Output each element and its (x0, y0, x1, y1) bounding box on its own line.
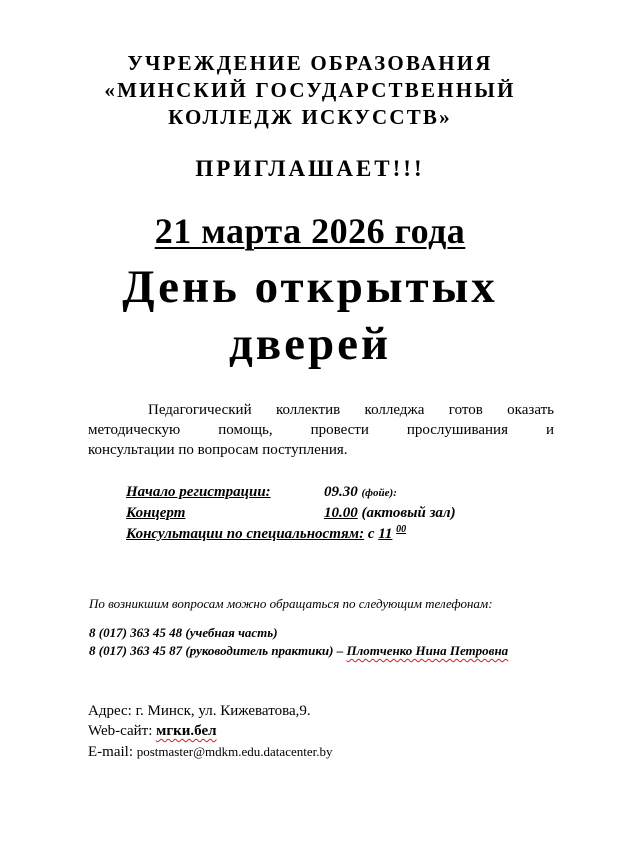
consultation-row (126, 524, 406, 544)
event-date (0, 210, 620, 252)
website-link[interactable]: мгки.бел (156, 723, 217, 739)
website-label: Web-сайт: (88, 723, 153, 739)
event-date-text: 21 марта 2026 года (154, 211, 466, 251)
concert-place: (актовый зал) (361, 505, 456, 521)
registration-label-text: Начало регистрации: (126, 484, 271, 500)
phone-practice (89, 643, 508, 659)
intro-line-1: Педагогический коллектив колледжа готов оказать (148, 402, 554, 418)
registration-label (126, 482, 271, 502)
contacts-intro: По возникшим вопросам можно обращаться по следующим телефонам: (89, 596, 493, 611)
intro-paragraph (88, 400, 554, 460)
institution-line-1: УЧРЕЖДЕНИЕ ОБРАЗОВАНИЯ (127, 51, 493, 75)
concert-label (126, 503, 185, 523)
intro-line-3: консультации по вопросам поступления. (88, 442, 348, 458)
institution-line-2: «МИНСКИЙ ГОСУДАРСТВЕННЫЙ (104, 78, 516, 102)
consultation-minutes: 00 (396, 524, 407, 535)
email-link[interactable]: postmaster@mdkm.edu.datacenter.by (136, 744, 333, 759)
phone-practice-number: 8 (017) 363 45 87 (руководитель практики) – (89, 643, 344, 658)
consultation-prefix: с (367, 526, 375, 542)
email-label: E-mail: (88, 744, 133, 760)
concert-label-text: Концерт (126, 505, 186, 521)
event-title-line-1: День открытых (122, 261, 498, 313)
registration-time-value: 09.30 (324, 484, 358, 500)
registration-time: 09.30 (фойе): (324, 484, 397, 500)
website-row (88, 723, 217, 740)
practice-contact-person: Плотченко Нина Петровна (346, 643, 509, 658)
event-title-line-2: дверей (228, 318, 392, 370)
concert-time (324, 503, 456, 523)
address-line: Адрес: г. Минск, ул. Кижеватова,9. (88, 703, 311, 719)
invite-heading: ПРИГЛАШАЕТ!!! (195, 156, 425, 181)
institution-line-3: КОЛЛЕДЖ ИСКУССТВ» (168, 105, 452, 129)
concert-time-value: 10.00 (324, 505, 358, 521)
email-row (88, 744, 332, 761)
consultation-label: Консультации по специальностям: (126, 526, 365, 542)
phone-educational: 8 (017) 363 45 48 (учебная часть) (89, 625, 278, 640)
intro-line-2: методическую помощь, провести прослушивания и (88, 422, 554, 438)
consultation-hour: 11 (378, 526, 393, 542)
registration-place: (фойе) (361, 487, 394, 499)
